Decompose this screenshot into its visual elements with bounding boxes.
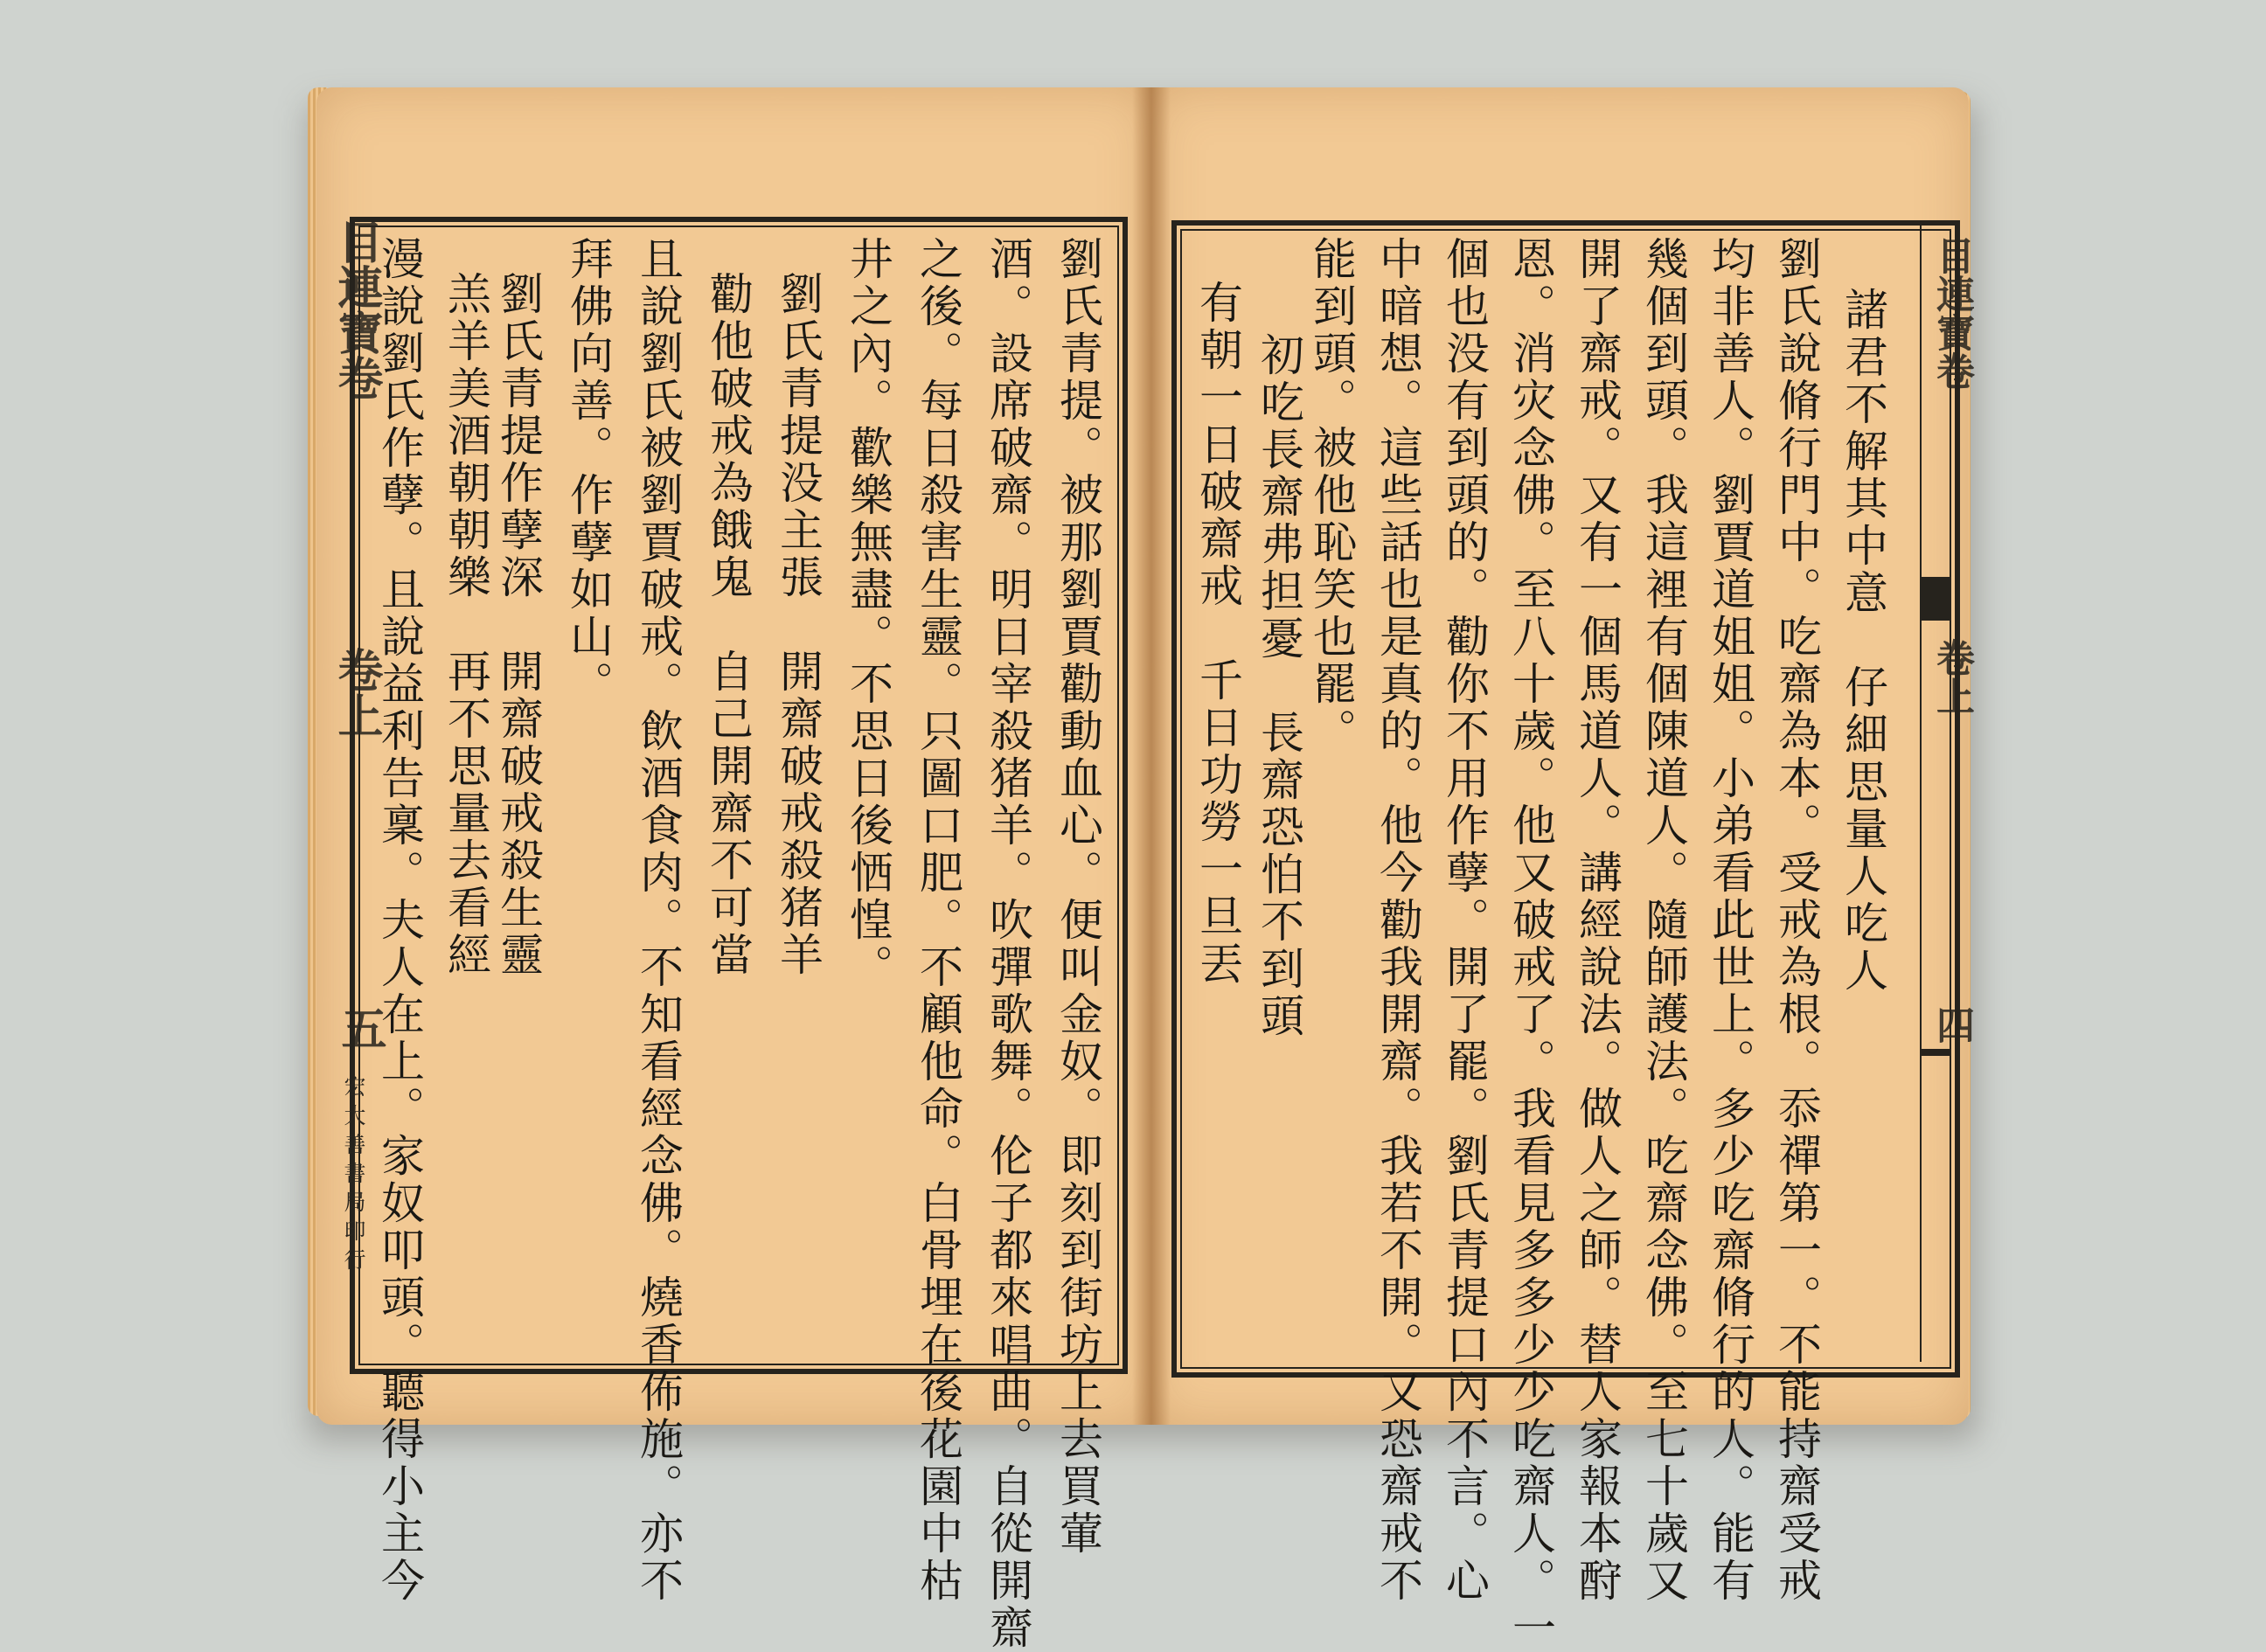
fishtail-mark-bottom [1920,1049,1950,1056]
left-col-4: 井之內。歡樂無盡。不思日後恓惶。 [843,236,893,991]
right-margin-folio: 四 [1929,1005,1974,1044]
right-margin-strip [1920,226,1948,1362]
right-margin-volume: 卷上 [1929,638,1974,715]
right-col-2: 均非善人。劉賈道姐姐。小弟看此世上。多少吃齋脩行的人。能有 [1705,236,1755,1605]
right-col-4: 開了齋戒。又有一個馬道人。講經說法。做人之師。替人家報本酧 [1572,236,1623,1605]
left-col-5: 且說劉氏被劉賈破戒。飲酒食肉。不知看經念佛。燒香佈施。亦不 [633,236,684,1605]
left-col-2: 酒。設席破齋。明日宰殺猪羊。吹彈歌舞。伦子都來唱曲。自從開齋 [983,236,1033,1652]
left-verse-4: 羔羊美酒朝朝樂 再不思量去看經 [441,271,491,979]
left-col-6: 拜佛向善。作孽如山。 [563,236,614,708]
right-margin-title: 目連寶卷 [1929,236,1974,390]
right-col-6: 個也没有到頭的。勸你不用作孽。開了罷。劉氏青提口內不言。心 [1439,236,1490,1605]
right-col-3: 幾個到頭。我這裡有個陳道人。隨師護法。吃齋念佛。至七十歲又 [1638,236,1689,1605]
left-margin-title: 目連寶卷 [330,219,383,400]
left-margin-folio: 五 [333,1005,386,1051]
book-gutter [1132,87,1171,1425]
right-col-8: 能到頭。被他恥笑也罷。 [1306,236,1357,755]
left-verse-1: 劉氏青提没主張 開齋破戒殺猪羊 [773,271,824,979]
left-col-7: 漫說劉氏作孽。且說益利告稟。夫人在上。家奴叩頭。聽得小主今 [374,236,425,1605]
right-verse-3: 有朝一日破齋戒 千日功勞一旦丟 [1192,280,1243,988]
right-col-5: 恩。消灾念佛。至八十歲。他又破戒了。我看見多多少少吃齋人。一 [1505,236,1556,1652]
fishtail-mark-top [1920,577,1950,621]
right-verse-1: 諸君不解其中意 仔細思量人吃人 [1838,287,1888,995]
publisher-imprint: 宏大善書局印行 [341,1075,366,1277]
left-margin-volume: 卷上 [330,647,383,738]
right-col-7: 中暗想。這些話也是真的。他今勸我開齋。我若不開。又恐齋戒不 [1373,236,1423,1605]
left-verse-3: 劉氏青提作孽深 開齋破戒殺生靈 [493,271,544,979]
right-col-1: 劉氏說脩行門中。吃齋為本。受戒為根。忝禪第一。不能持齋受戒 [1771,236,1822,1605]
left-verse-2: 勸他破戒為餓鬼 自己開齋不可當 [703,271,754,979]
left-col-1: 劉氏青提。被那劉賈勸動血心。便叫金奴。即刻到街坊上去買葷 [1053,236,1103,1558]
right-verse-2: 初吃長齋弗担憂 長齋恐怕不到頭 [1254,332,1304,1040]
left-col-3: 之後。每日殺害生靈。只圖口肥。不顧他命。白骨埋在後花園中枯 [913,236,963,1605]
